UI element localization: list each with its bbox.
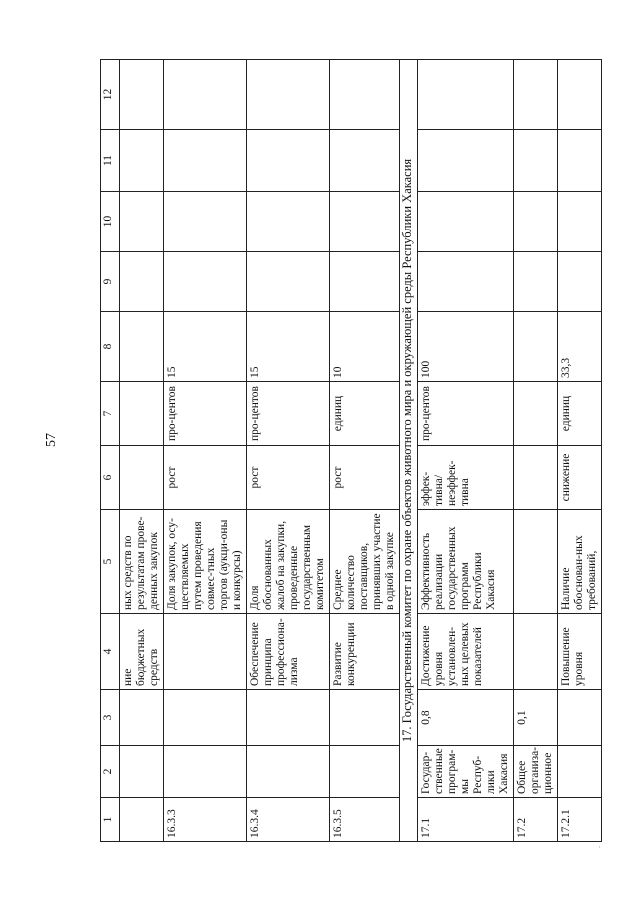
cell-unit: про-центов [418, 382, 514, 446]
table-row [330, 60, 400, 842]
cell-unit: единиц [558, 382, 602, 446]
cell-number: 17.2 [514, 798, 558, 842]
cell-number: 16.3.3 [164, 798, 247, 842]
col-header: 1 [101, 798, 120, 842]
rotated-table-sheet [100, 60, 598, 842]
col-header: 8 [101, 312, 120, 382]
cell-direction: рост [164, 446, 247, 510]
col-header: 3 [101, 690, 120, 746]
cell-value: 10 [330, 312, 400, 382]
header-row [101, 60, 120, 842]
cell-unit: про-центов [247, 382, 330, 446]
table-row [514, 60, 558, 842]
table-row [418, 60, 514, 842]
cell-indicator: Эффективность реализации государственных программ Республики Хакасия [418, 510, 514, 614]
col-header: 10 [101, 192, 120, 252]
cell-indicator: ных средств по результатам прове-денных закупок [120, 510, 164, 614]
cell-value: 33,3 [558, 312, 602, 382]
section-row [400, 60, 418, 842]
col-header: 11 [101, 130, 120, 192]
indicators-table [100, 59, 602, 842]
cell-direction: снижение [558, 446, 602, 510]
cell-unit: про-центов [164, 382, 247, 446]
col-header: 4 [101, 614, 120, 690]
page-number: 57 [44, 433, 59, 447]
cell-number: 17.1 [418, 798, 514, 842]
cell-number: 16.3.5 [330, 798, 400, 842]
table-row [164, 60, 247, 842]
cell-program: Общее организа-ционное [514, 746, 558, 798]
cell-value: 15 [164, 312, 247, 382]
table-row [558, 60, 602, 842]
cell-goal: Повышение уровня [558, 614, 602, 690]
cell-unit: единиц [330, 382, 400, 446]
table-row [247, 60, 330, 842]
cell-value: 15 [247, 312, 330, 382]
col-header: 2 [101, 746, 120, 798]
cell-indicator: Наличие обоснован-ных требований, [558, 510, 602, 614]
cell-weight: 0,8 [418, 690, 514, 746]
scan-speck: · [598, 842, 601, 852]
col-header: 5 [101, 510, 120, 614]
cell-goal: Обеспечение принципа профессиона-лизма [247, 614, 330, 690]
cell-value: 100 [418, 312, 514, 382]
col-header: 7 [101, 382, 120, 446]
table-rotator [100, 60, 598, 842]
cell-indicator: Доля обоснованных жалоб на закупки, проведенные государственным комитетом [247, 510, 330, 614]
cell-weight: 0,1 [514, 690, 558, 746]
cell-direction: рост [247, 446, 330, 510]
cell-direction: рост [330, 446, 400, 510]
cell-indicator: Доля закупок, осу-ществляемых путем проведения совмес-тных торгов (аукци-оны и конкурсы) [164, 510, 247, 614]
cell-goal: Достижение уровня установлен-ных целевых показателей [418, 614, 514, 690]
cell-goal: Развитие конкуренции [330, 614, 400, 690]
col-header: 12 [101, 60, 120, 130]
cell-indicator: Среднее количество поставщиков, принявших участие в одной закупке [330, 510, 400, 614]
cell-program: Государ-ственные програм-мы Респуб-лики Хакасия [418, 746, 514, 798]
cell-direction: эффек-тивна/ неэффек-тивна [418, 446, 514, 510]
col-header: 6 [101, 446, 120, 510]
cell-number: 16.3.4 [247, 798, 330, 842]
section-title: 17. Государственный комитет по охране объектов животного мира и окружающей среды Республики Хакасия [400, 60, 418, 842]
table-row [120, 60, 164, 842]
cell-number: 17.2.1 [558, 798, 602, 842]
col-header: 9 [101, 252, 120, 312]
cell-goal: ние бюджетных средств [120, 614, 164, 690]
